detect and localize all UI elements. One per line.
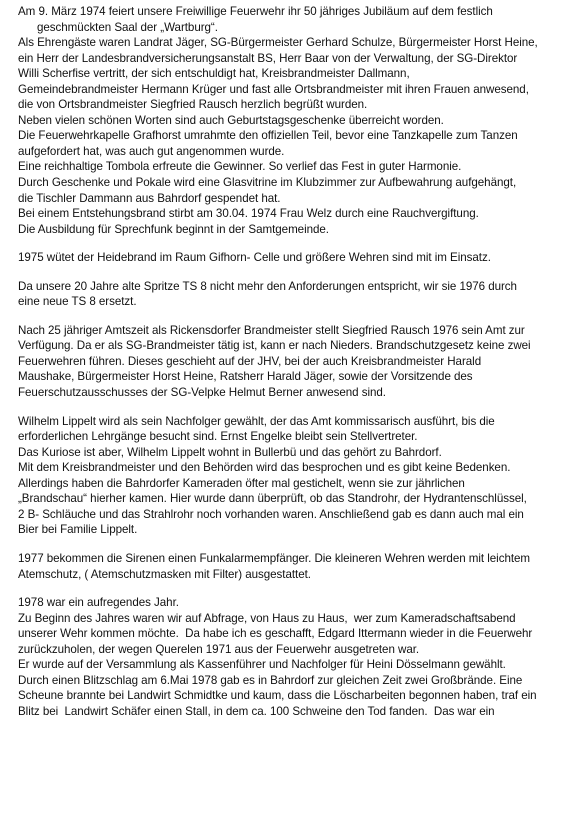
text-line: Scheune brannte bei Landwirt Schmidtke und kaum, dass die Löscharbeiten begonnen haben, traf ein [18, 689, 537, 703]
text-line: 1978 war ein aufregendes Jahr. [18, 596, 179, 610]
text-line: „Brandschau“ hierher kamen. Hier wurde dann überprüft, ob das Standrohr, der Hydrantenschlüssel, [18, 492, 527, 506]
text-line: aufgefordert hat, was auch gut angenommen wurde. [18, 144, 285, 158]
text-line: Verfügung. Da er als SG-Brandmeister tätig ist, kann er nach Nieders. Brandschutzgesetz keine zwei [18, 339, 531, 353]
text-line: Die Ausbildung für Sprechfunk beginnt in der Samtgemeinde. [18, 222, 329, 236]
text-line: Durch einen Blitzschlag am 6.Mai 1978 gab es in Bahrdorf zur gleichen Zeit zwei Großbrände. Eine [18, 673, 523, 687]
text-line: Willi Scherfise vertritt, der sich entschuldigt hat, Kreisbrandmeister Dallmann, [18, 67, 410, 81]
text-line: Bier bei Familie Lippelt. [18, 523, 138, 537]
text-line: ein Herr der Landesbrandversicherungsanstalt BS, Herr Baar von der Verwaltung, der SG-Direktor [18, 51, 518, 65]
text-line: Bei einem Entstehungsbrand stirbt am 30.04. 1974 Frau Welz durch eine Rauchvergiftung. [18, 207, 479, 221]
text-line: zurückzuholen, der wegen Querelen 1971 aus der Feuerwehr ausgetreten war. [18, 642, 420, 656]
text-line: die von Ortsbrandmeister Siegfried Rausch herzlich begrüßt wurden. [18, 98, 368, 112]
paragraph-jahr-1978 [18, 595, 578, 719]
text-line: Feuerschutzausschusses der SG-Velpke Helmut Berner anwesend sind. [18, 386, 386, 400]
paragraph-heidebrand-1975 [18, 250, 578, 266]
text-line: erforderlichen Lehrgänge besucht sind. Ernst Engelke bleibt sein Stellvertreter. [18, 430, 418, 444]
paragraph-spritze-1976 [18, 279, 578, 310]
text-line: die Tischler Dammann aus Bahrdorf gespendet hat. [18, 191, 281, 205]
text-line: geschmückten Saal der „Wartburg“. [37, 20, 218, 34]
text-line: Allerdings haben die Bahrdorfer Kameraden öfter mal gestichelt, wenn sie zur jährlichen [18, 476, 465, 490]
paragraph-sirenen-1977 [18, 551, 578, 582]
text-line: Maushake, Bürgermeister Horst Heine, Ratsherr Harald Jäger, sowie der Vorsitzende des [18, 370, 473, 384]
text-line: 2 B- Schläuche und das Strahlrohr noch vorhanden waren. Anschließend gab es dann auch mal ein [18, 507, 524, 521]
paragraph-amtszeit-rausch [18, 323, 578, 401]
text-line: 1977 bekommen die Sirenen einen Funkalarmempfänger. Die kleineren Wehren werden mit leichtem [18, 551, 531, 565]
text-line: unserer Wehr kommen möchte. Da habe ich es geschafft, Edgard Ittermann wieder in die Feuerwehr [18, 627, 533, 641]
text-line: Durch Geschenke und Pokale wird eine Glasvitrine im Klubzimmer zur Aufbewahrung aufgehängt, [18, 176, 517, 190]
text-line: Er wurde auf der Versammlung als Kassenführer und Nachfolger für Heini Dösselmann gewählt. [18, 658, 506, 672]
text-line: Die Feuerwehrkapelle Grafhorst umrahmte den offiziellen Teil, bevor eine Tanzkapelle zum Tanzen [18, 129, 518, 143]
text-line: Da unsere 20 Jahre alte Spritze TS 8 nicht mehr den Anforderungen entspricht, wir sie 1976 durch [18, 279, 517, 293]
text-line: Wilhelm Lippelt wird als sein Nachfolger gewählt, der das Amt kommissarisch ausführt, bis die [18, 414, 495, 428]
text-line: Gemeindebrandmeister Hermann Krüger und fast alle Ortsbrandmeister mit ihren Frauen anwesend, [18, 82, 529, 96]
text-line: Feuerwehren führen. Dieses geschieht auf der JHV, bei der auch Kreisbrandmeister Harald [18, 354, 482, 368]
text-line: Als Ehrengäste waren Landrat Jäger, SG-Bürgermeister Gerhard Schulze, Bürgermeister Horst Heine, [18, 36, 538, 50]
text-line: Das Kuriose ist aber, Wilhelm Lippelt wohnt in Bullerbü und das gehört zu Bahrdorf. [18, 445, 442, 459]
text-line: eine neue TS 8 ersetzt. [18, 295, 137, 309]
paragraph-nachfolger-lippelt [18, 414, 578, 538]
text-line: 1975 wütet der Heidebrand im Raum Gifhorn- Celle und größere Wehren sind mit im Einsatz. [18, 251, 491, 265]
text-line: Blitz bei Landwirt Schäfer einen Stall, in dem ca. 100 Schweine den Tod fanden. Das war ein [18, 704, 495, 718]
text-line: Atemschutz, ( Atemschutzmasken mit Filter) ausgestattet. [18, 567, 311, 581]
text-line: Neben vielen schönen Worten sind auch Geburtstagsgeschenke überreicht worden. [18, 113, 444, 127]
text-line: Am 9. März 1974 feiert unsere Freiwillige Feuerwehr ihr 50 jähriges Jubiläum auf dem festlich [18, 5, 493, 18]
text-line: Eine reichhaltige Tombola erfreute die Gewinner. So verlief das Fest in guter Harmonie. [18, 160, 462, 174]
text-line: Nach 25 jähriger Amtszeit als Rickensdorfer Brandmeister stellt Siegfried Rausch 1976 sein Amt zur [18, 323, 525, 337]
document-page [18, 4, 578, 732]
paragraph-jubilaeum-1974 [18, 4, 578, 237]
text-line: Zu Beginn des Jahres waren wir auf Abfrage, von Haus zu Haus, wer zum Kameradschaftsabend [18, 611, 516, 625]
text-line: Mit dem Kreisbrandmeister und den Behörden wird das besprochen und es gibt keine Bedenken. [18, 461, 511, 475]
